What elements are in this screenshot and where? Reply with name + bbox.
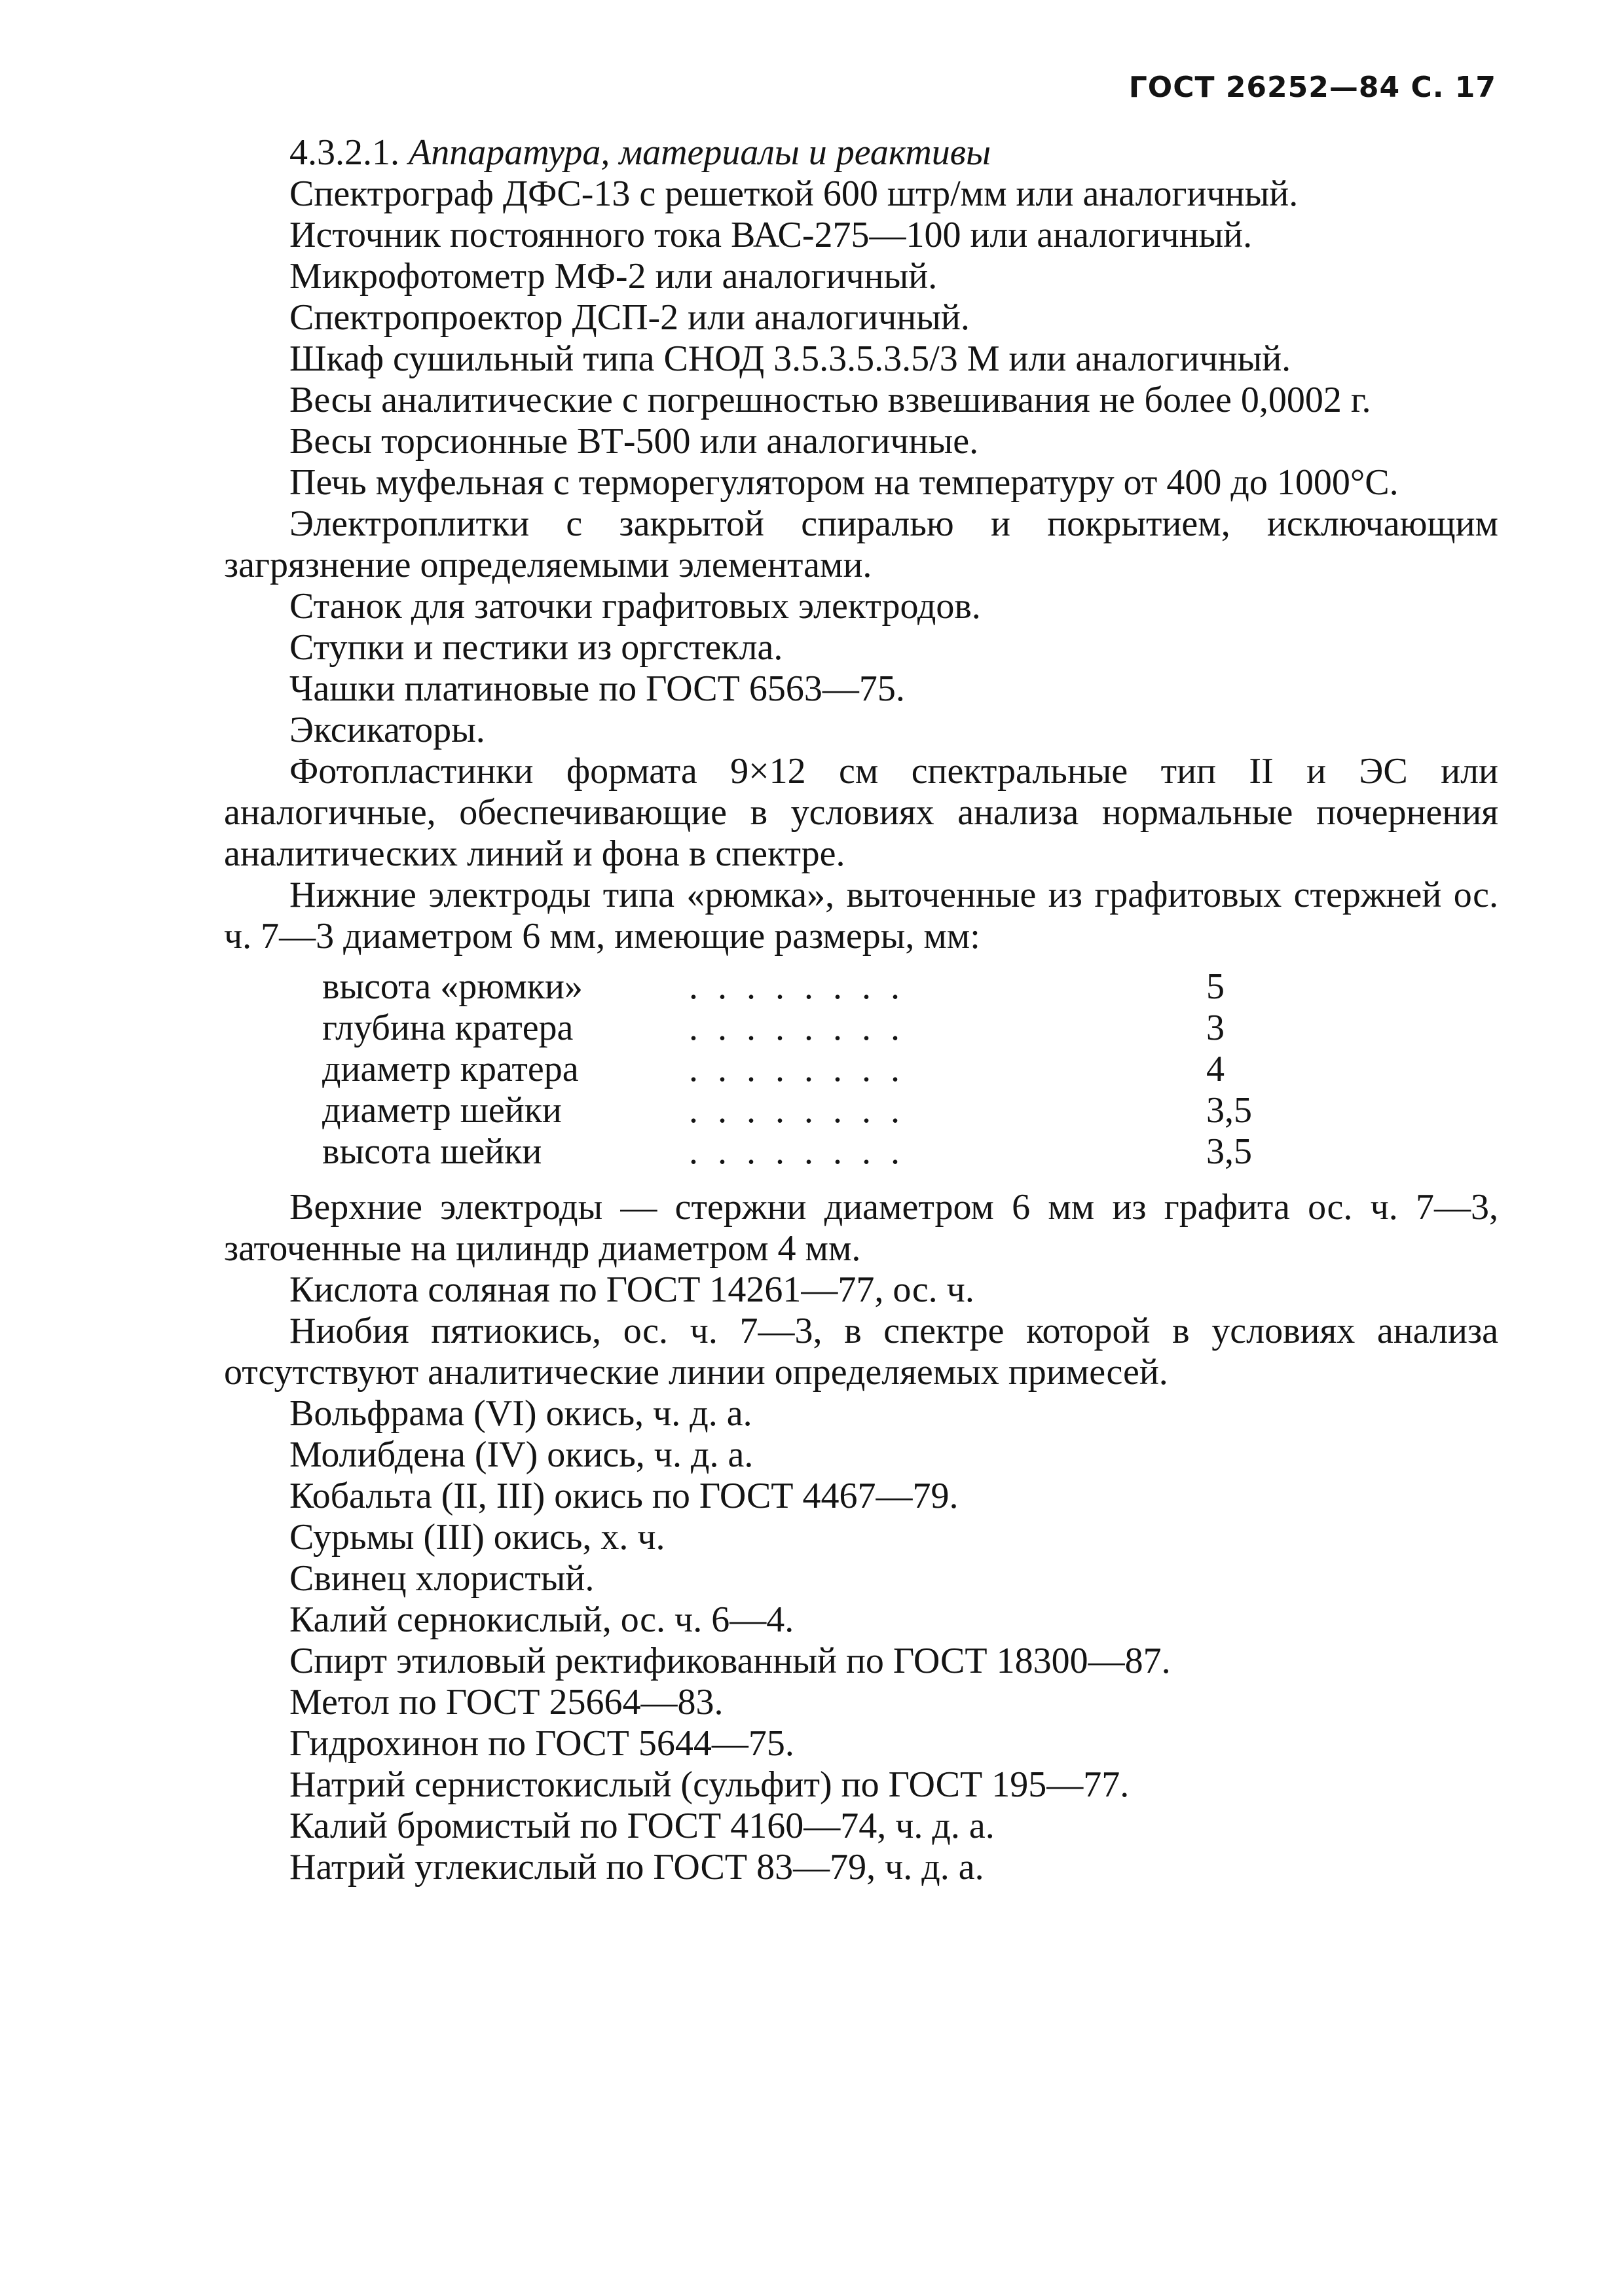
dimension-value: 3,5 — [1206, 1131, 1252, 1172]
dimension-name: диаметр шейки — [322, 1090, 562, 1131]
section-number: 4.3.2.1. — [289, 132, 399, 173]
paragraph: Калий сернокислый, ос. ч. 6—4. — [289, 1599, 794, 1640]
dot-leader: ........ — [689, 1090, 919, 1131]
section-heading — [224, 132, 1498, 173]
dimension-row — [322, 1090, 1278, 1131]
paragraph: Источник постоянного тока ВАС-275—100 или аналогичный. — [289, 215, 1253, 255]
dimension-row — [322, 1008, 1278, 1049]
paragraph: Спектрограф ДФС-13 с решеткой 600 штр/мм или аналогичный. — [289, 173, 1299, 214]
paragraph: Спирт этиловый ректификованный по ГОСТ 18300—87. — [289, 1641, 1171, 1681]
paragraph: Калий бромистый по ГОСТ 4160—74, ч. д. а. — [289, 1806, 995, 1846]
dot-leader: ........ — [689, 1008, 919, 1048]
dimension-name: высота шейки — [322, 1131, 542, 1172]
section-title: Аппаратура, материалы и реактивы — [409, 132, 991, 173]
document-body — [224, 132, 1498, 1888]
electrode-dimensions-list — [322, 966, 1278, 1173]
paragraph: Ступки и пестики из оргстекла. — [289, 627, 783, 668]
paragraph: Верхние электроды — стержни диаметром 6 мм из графита ос. ч. 7—3, заточенные на цилиндр диаметром 4 мм. — [224, 1187, 1498, 1269]
paragraph: Спектропроектор ДСП-2 или аналогичный. — [289, 297, 970, 338]
dimension-row — [322, 966, 1278, 1008]
paragraph: Печь муфельная с терморегулятором на температуру от 400 до 1000°С. — [289, 462, 1399, 503]
paragraph: Натрий сернистокислый (сульфит) по ГОСТ 195—77. — [289, 1764, 1130, 1805]
paragraph: Весы торсионные ВТ-500 или аналогичные. — [289, 421, 979, 462]
equipment-list — [224, 173, 1498, 957]
paragraph: Чашки платиновые по ГОСТ 6563—75. — [289, 668, 905, 709]
dot-leader: ........ — [689, 1131, 919, 1172]
dimension-value: 3,5 — [1206, 1090, 1252, 1131]
paragraph: Кислота соляная по ГОСТ 14261—77, ос. ч. — [289, 1269, 974, 1310]
reagents-list — [224, 1187, 1498, 1888]
paragraph: Гидрохинон по ГОСТ 5644—75. — [289, 1723, 794, 1764]
page-header: ГОСТ 26252—84 С. 17 — [1128, 71, 1496, 104]
dimension-name: глубина кратера — [322, 1008, 574, 1048]
paragraph: Фотопластинки формата 9×12 см спектральные тип II и ЭС или аналогичные, обеспечивающие в условиях анализа нормальные почернения аналитических линий и фона в спектре. — [224, 751, 1498, 874]
paragraph: Станок для заточки графитовых электродов. — [289, 586, 981, 627]
dimension-row — [322, 1131, 1278, 1173]
paragraph: Сурьмы (III) окись, х. ч. — [289, 1517, 665, 1558]
dimension-name: диаметр кратера — [322, 1049, 579, 1089]
paragraph: Ниобия пятиокись, ос. ч. 7—3, в спектре которой в условиях анализа отсутствуют аналитические линии определяемых примесей. — [224, 1311, 1498, 1393]
dimension-value: 3 — [1206, 1008, 1225, 1048]
dimension-row — [322, 1049, 1278, 1090]
paragraph: Натрий углекислый по ГОСТ 83—79, ч. д. а. — [289, 1847, 984, 1887]
paragraph: Весы аналитические с погрешностью взвешивания не более 0,0002 г. — [289, 380, 1371, 420]
paragraph: Нижние электроды типа «рюмка», выточенные из графитовых стержней ос. ч. 7—3 диаметром 6 мм, имеющие размеры, мм: — [224, 875, 1498, 957]
paragraph: Метол по ГОСТ 25664—83. — [289, 1682, 724, 1722]
dimension-value: 4 — [1206, 1049, 1225, 1089]
dimension-value: 5 — [1206, 966, 1225, 1007]
paragraph: Шкаф сушильный типа СНОД 3.5.3.5.3.5/3 М или аналогичный. — [289, 338, 1291, 379]
paragraph: Микрофотометр МФ-2 или аналогичный. — [289, 256, 938, 297]
paragraph: Молибдена (IV) окись, ч. д. а. — [289, 1434, 754, 1475]
dot-leader: ........ — [689, 966, 919, 1007]
paragraph: Кобальта (II, III) окись по ГОСТ 4467—79. — [289, 1476, 959, 1516]
paragraph: Вольфрама (VI) окись, ч. д. а. — [289, 1393, 752, 1434]
paragraph: Свинец хлористый. — [289, 1558, 595, 1599]
paragraph: Электроплитки с закрытой спиралью и покрытием, исключающим загрязнение определяемыми элементами. — [224, 503, 1498, 585]
paragraph: Эксикаторы. — [289, 710, 485, 750]
dot-leader: ........ — [689, 1049, 919, 1089]
dimension-name: высота «рюмки» — [322, 966, 583, 1007]
